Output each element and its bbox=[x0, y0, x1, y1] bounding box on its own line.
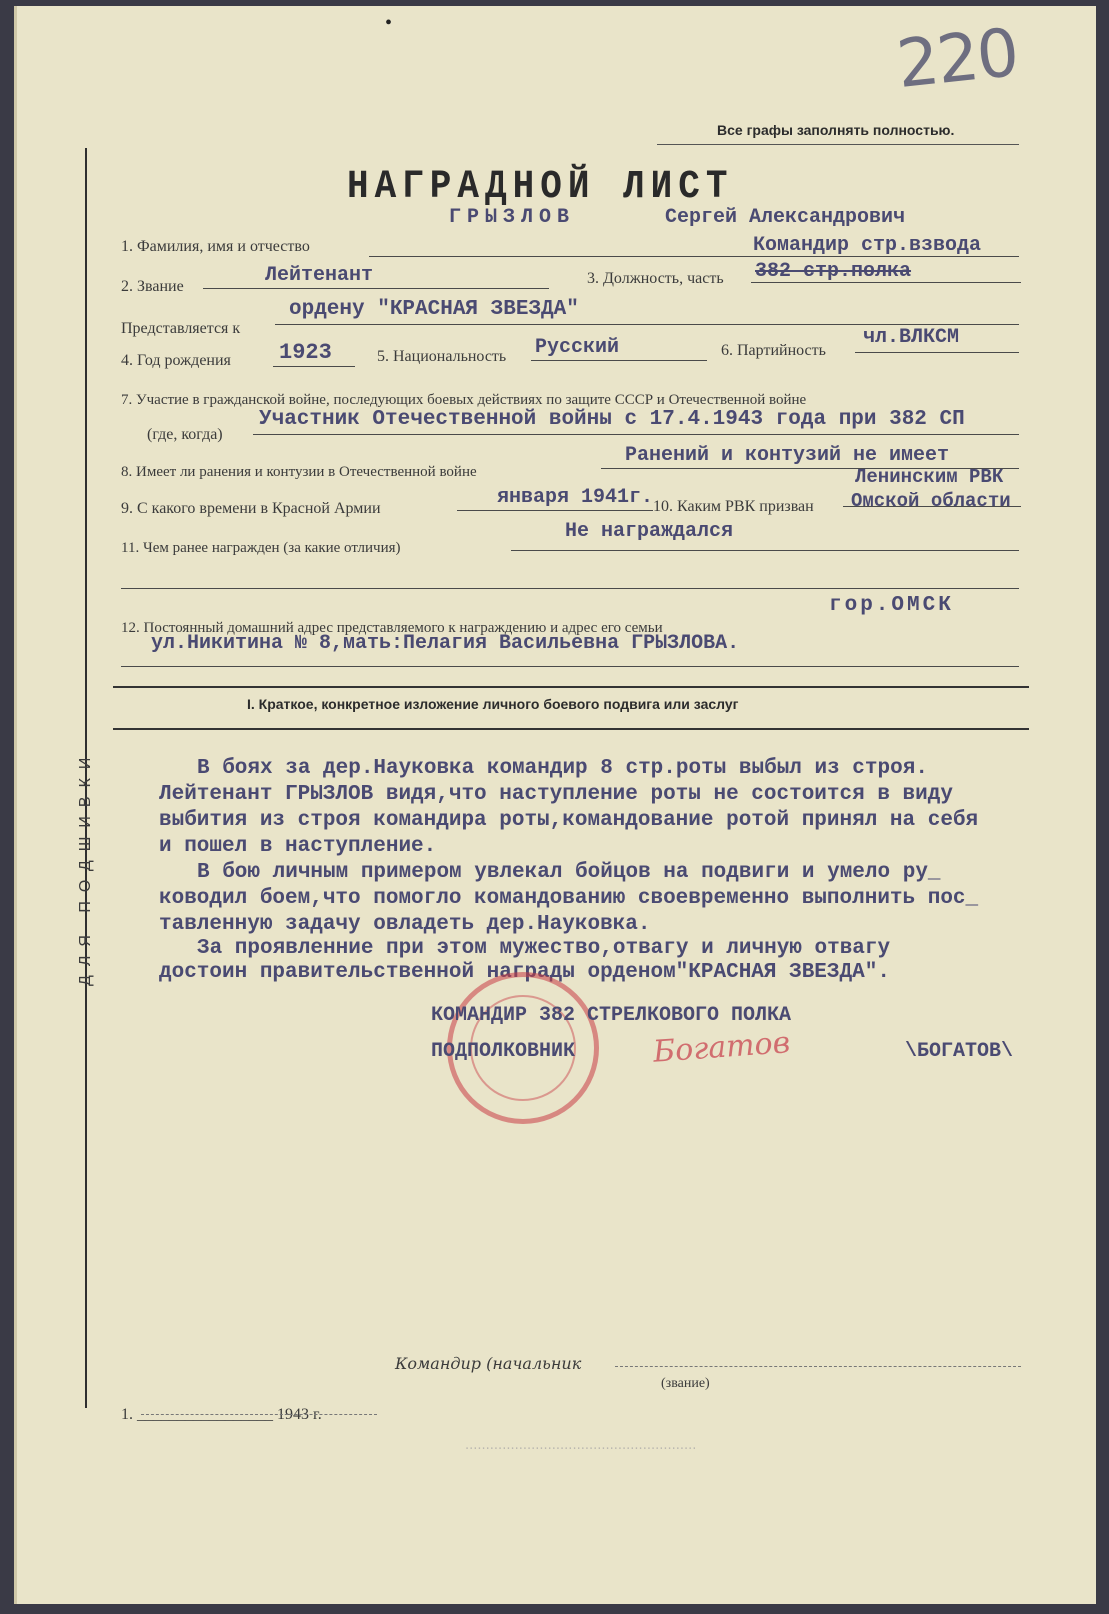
citation-line: В боях за дер.Науковка командир 8 стр.роты выбыл из строя. bbox=[197, 757, 928, 780]
page-number: 220 bbox=[893, 13, 1021, 104]
citation-line: тавленную задачу овладеть дер.Науковка. bbox=[159, 913, 651, 936]
drafted-by-underline bbox=[843, 506, 1021, 507]
wounds-value: Ранений и контузий не имеет bbox=[625, 444, 950, 467]
notice-underline bbox=[657, 144, 1019, 145]
party-underline bbox=[855, 352, 1019, 353]
document-title: НАГРАДНОЙ ЛИСТ bbox=[347, 163, 734, 210]
address-underline bbox=[121, 666, 1019, 667]
position-label: 3. Должность, часть bbox=[587, 270, 724, 287]
birth-year-label: 4. Год рождения bbox=[121, 352, 231, 369]
signer-title: КОМАНДИР 382 СТРЕЛКОВОГО ПОЛКА bbox=[431, 1004, 792, 1027]
war-participation-label: 7. Участие в гражданской войне, последующих боевых действиях по защите СССР и Отечественной войне bbox=[121, 392, 807, 408]
prior-awards-label: 11. Чем ранее награжден (за какие отличия) bbox=[121, 540, 401, 556]
nationality-value: Русский bbox=[535, 336, 620, 359]
war-participation-sub: (где, когда) bbox=[147, 426, 223, 443]
surname-value: ГРЫЗЛОВ bbox=[449, 206, 576, 229]
blank-line bbox=[121, 588, 1019, 589]
nominated-label: Представляется к bbox=[121, 320, 241, 337]
nominated-value: ордену "КРАСНАЯ ЗВЕЗДА" bbox=[289, 298, 579, 321]
fill-notice: Все графы заполнять полностью. bbox=[717, 122, 955, 138]
war-participation-underline bbox=[253, 434, 1019, 435]
war-participation-value: Участник Отечественной войны с 17.4.1943 года при 382 СП bbox=[259, 408, 965, 431]
name-label: 1. Фамилия, имя и отчество bbox=[121, 238, 310, 255]
rank-value: Лейтенант bbox=[265, 264, 374, 287]
nominated-underline bbox=[275, 324, 1019, 325]
citation-line: За проявленние при этом мужество,отвагу и личную отвагу bbox=[197, 937, 891, 960]
signer-rank: ПОДПОЛКОВНИК bbox=[431, 1040, 576, 1063]
wounds-label: 8. Имеет ли ранения и контузии в Отечественной войне bbox=[121, 464, 477, 480]
drafted-by-value-1: Ленинским РВК bbox=[855, 466, 1004, 488]
drafted-by-value-2: Омской области bbox=[851, 490, 1011, 512]
birth-year-value: 1923 bbox=[279, 340, 332, 365]
commander-label: Командир (начальник bbox=[395, 1354, 582, 1373]
section-title: I. Краткое, конкретное изложение личного боевого подвига или заслуг bbox=[247, 696, 739, 712]
address-value-2: ул.Никитина № 8,мать:Пелагия Васильевна ГРЫЗЛОВА. bbox=[151, 632, 740, 655]
drafted-by-label: 10. Каким РВК призван bbox=[653, 498, 814, 515]
position-value-2: 382 стр.полка bbox=[755, 260, 912, 283]
award-sheet bbox=[14, 6, 1096, 1604]
rank-label: 2. Звание bbox=[121, 278, 184, 295]
address-value-1: гор.ОМСК bbox=[829, 594, 954, 617]
service-since-underline bbox=[457, 510, 653, 511]
commander-underline bbox=[615, 1366, 1021, 1367]
citation-line: достоин правительственной награды орденом"КРАСНАЯ ЗВЕЗДА". bbox=[159, 961, 890, 984]
citation-line: ководил боем,что помогло командованию своевременно выполнить пос_ bbox=[159, 887, 979, 910]
prior-awards-value: Не награждался bbox=[565, 520, 734, 543]
faded-stamp-text: ........................................................ bbox=[465, 1438, 697, 1453]
date-line: 1. _________________ 1943 г. bbox=[121, 1406, 322, 1423]
party-label: 6. Партийность bbox=[721, 342, 826, 359]
side-label: ДЛЯ ПОДШИВКИ bbox=[77, 748, 94, 986]
citation-line: Лейтенант ГРЫЗЛОВ видя,что наступление роты не состоится в виду bbox=[159, 783, 953, 806]
nationality-underline bbox=[531, 360, 707, 361]
position-value-1: Командир стр.взвода bbox=[753, 234, 982, 257]
prior-awards-underline bbox=[511, 550, 1019, 551]
section-bottom-border bbox=[113, 728, 1029, 730]
citation-line: выбития из строя командира роты,командование ротой принял на себя bbox=[159, 809, 979, 832]
citation-line: В бою личным примером увлекал бойцов на подвиги и умело ру_ bbox=[197, 861, 941, 884]
section-top-border bbox=[113, 686, 1029, 688]
party-value: чл.ВЛКСМ bbox=[863, 326, 960, 349]
given-names-value: Сергей Александрович bbox=[665, 206, 906, 229]
title-caption: (звание) bbox=[661, 1376, 710, 1391]
signer-name: \БОГАТОВ\ bbox=[905, 1040, 1014, 1063]
rank-underline bbox=[203, 288, 549, 289]
birth-year-underline bbox=[273, 366, 355, 367]
citation-line: и пошел в наступление. bbox=[159, 835, 437, 858]
address-label: 12. Постоянный домашний адрес представляемого к награждению и адрес его семьи bbox=[121, 620, 663, 636]
position-underline bbox=[751, 282, 1021, 283]
nationality-label: 5. Национальность bbox=[377, 348, 507, 365]
date-underline bbox=[141, 1414, 377, 1415]
service-since-label: 9. С какого времени в Красной Армии bbox=[121, 500, 381, 517]
binder-hole: • bbox=[385, 12, 393, 34]
service-since-value: января 1941г. bbox=[497, 486, 654, 509]
handwritten-signature: Богатов bbox=[651, 1025, 792, 1070]
